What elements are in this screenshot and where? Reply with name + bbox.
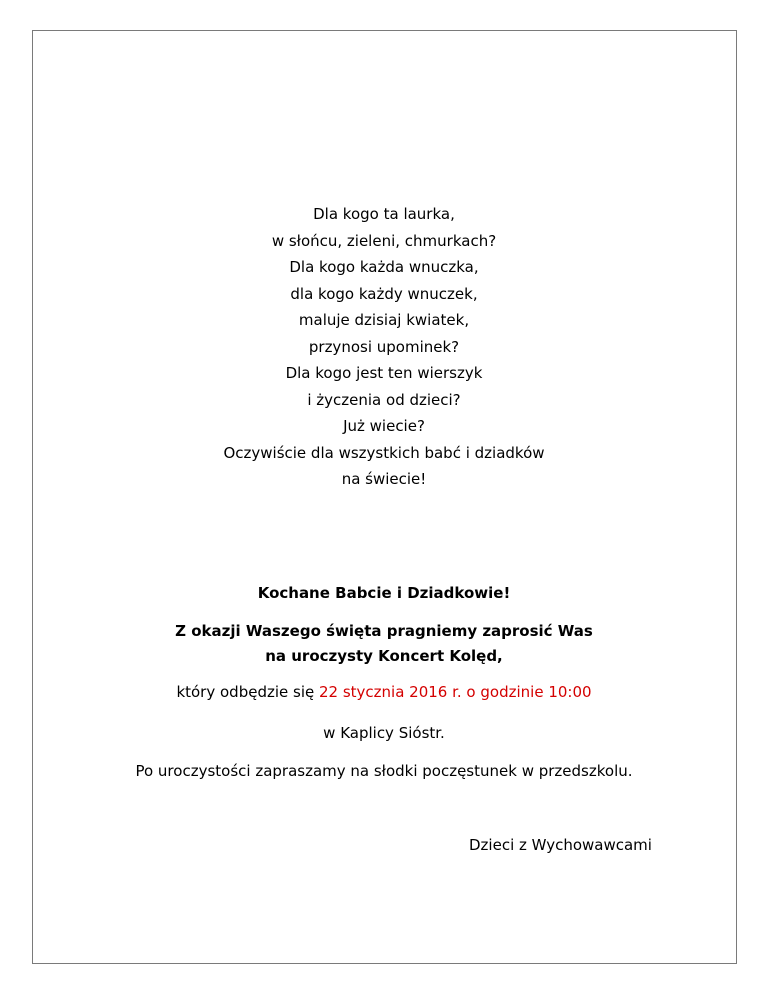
poem-line: przynosi upominek? xyxy=(308,337,460,356)
invitation-line-1: Z okazji Waszego święta pragniemy zaprosić Was xyxy=(175,622,593,640)
event-line xyxy=(0,683,768,701)
event-date: 22 stycznia 2016 r. o godzinie 10:00 xyxy=(318,683,592,701)
poem-line: w słońcu, zieleni, chmurkach? xyxy=(271,231,497,250)
poem-line: Dla kogo każda wnuczka, xyxy=(289,258,479,276)
poem-line: dla kogo każdy wnuczek, xyxy=(290,284,478,303)
page-frame xyxy=(32,30,737,964)
invitation-line-2: na uroczysty Koncert Kolęd, xyxy=(265,647,503,665)
poem-line: Dla kogo ta laurka, xyxy=(313,205,455,223)
after-event-line: Po uroczystości zapraszamy na słodki poczęstunek w przedszkolu. xyxy=(135,762,633,780)
poem-line: Już wiecie? xyxy=(343,417,425,435)
poem-line: na świecie! xyxy=(341,470,427,488)
signature: Dzieci z Wychowawcami xyxy=(469,836,652,854)
poem xyxy=(0,201,768,493)
poem-line: Oczywiście dla wszystkich babć i dziadków xyxy=(223,443,545,462)
location-line: w Kaplicy Sióstr. xyxy=(323,724,445,742)
poem-line: Dla kogo jest ten wierszyk xyxy=(285,364,483,382)
poem-line: i życzenia od dzieci? xyxy=(307,390,461,409)
event-prefix: który odbędzie się xyxy=(176,683,319,701)
greeting: Kochane Babcie i Dziadkowie! xyxy=(257,584,511,602)
poem-line: maluje dzisiaj kwiatek, xyxy=(298,311,470,329)
